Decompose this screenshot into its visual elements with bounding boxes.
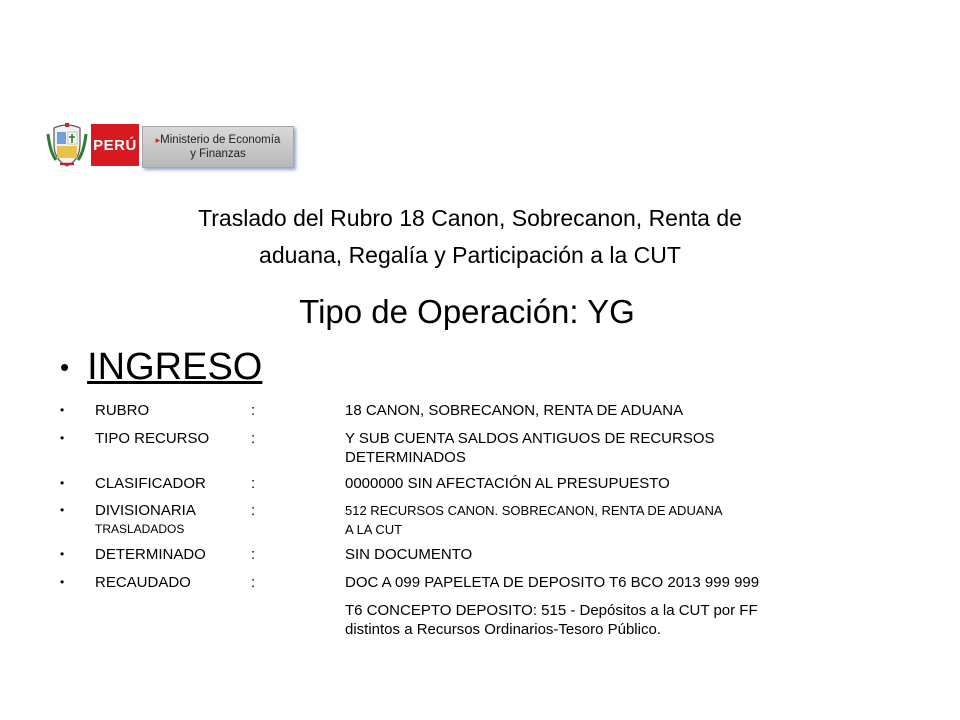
row-colon: : — [251, 430, 256, 447]
title-line-2: aduana, Regalía y Participación a la CUT — [259, 242, 681, 268]
row-colon: : — [251, 475, 256, 492]
bullet-icon: • — [60, 352, 70, 382]
ministry-badge — [142, 126, 294, 168]
row-colon: : — [251, 502, 256, 519]
peru-badge: PERÚ — [91, 124, 139, 166]
bullet-icon: • — [60, 403, 65, 417]
row-label: DETERMINADO — [95, 546, 206, 563]
row-label: TIPO RECURSO — [95, 430, 210, 447]
slide-title — [80, 200, 860, 274]
row-value: 18 CANON, SOBRECANON, RENTA DE ADUANA — [345, 402, 684, 419]
row-colon: : — [251, 546, 256, 563]
row-label: CLASIFICADOR — [95, 475, 206, 492]
bullet-icon: ▸ — [155, 135, 161, 145]
bullet-icon: • — [60, 575, 65, 589]
bullet-icon: • — [60, 476, 65, 490]
row-label: DIVISIONARIA — [95, 502, 196, 519]
bullet-icon: • — [60, 431, 65, 445]
row-value-line-2: DETERMINADOS — [345, 449, 466, 466]
row-colon: : — [251, 402, 256, 419]
row-value: DOC A 099 PAPELETA DE DEPOSITO T6 BCO 2013 999 999 — [345, 574, 760, 591]
section-heading — [60, 346, 262, 389]
note-text — [345, 601, 905, 639]
row-value — [345, 501, 905, 539]
row-value: SIN DOCUMENTO — [345, 546, 473, 563]
ministry-name-line2: y Finanzas — [190, 148, 246, 160]
row-value: 0000000 SIN AFECTACIÓN AL PRESUPUESTO — [345, 475, 670, 492]
bullet-icon: • — [60, 547, 65, 561]
row-label-secondary: TRASLADADOS — [95, 522, 185, 536]
row-label: RECAUDADO — [95, 574, 191, 591]
row-value — [345, 429, 905, 467]
bullet-icon: • — [60, 503, 65, 517]
row-value-line-1: Y SUB CUENTA SALDOS ANTIGUOS DE RECURSOS — [345, 430, 715, 447]
coat-of-arms-icon — [46, 122, 88, 168]
row-colon: : — [251, 574, 256, 591]
mef-logo — [46, 120, 296, 172]
note-line-2: distintos a Recursos Ordinarios-Tesoro Público. — [345, 621, 661, 638]
ministry-name-line1 — [143, 133, 293, 147]
operation-type-heading: Tipo de Operación: YG — [299, 293, 635, 330]
section-label: INGRESO — [87, 346, 263, 388]
note-line-1: T6 CONCEPTO DEPOSITO: 515 - Depósitos a la CUT por FF — [345, 602, 758, 619]
row-value-line-2: A LA CUT — [345, 522, 403, 537]
row-value-line-1: 512 RECURSOS CANON. SOBRECANON, RENTA DE ADUANA — [345, 503, 723, 518]
title-line-1: Traslado del Rubro 18 Canon, Sobrecanon, Renta de — [198, 205, 742, 231]
ministry-label-1: Ministerio de Economía — [160, 134, 281, 146]
row-label: RUBRO — [95, 402, 150, 419]
